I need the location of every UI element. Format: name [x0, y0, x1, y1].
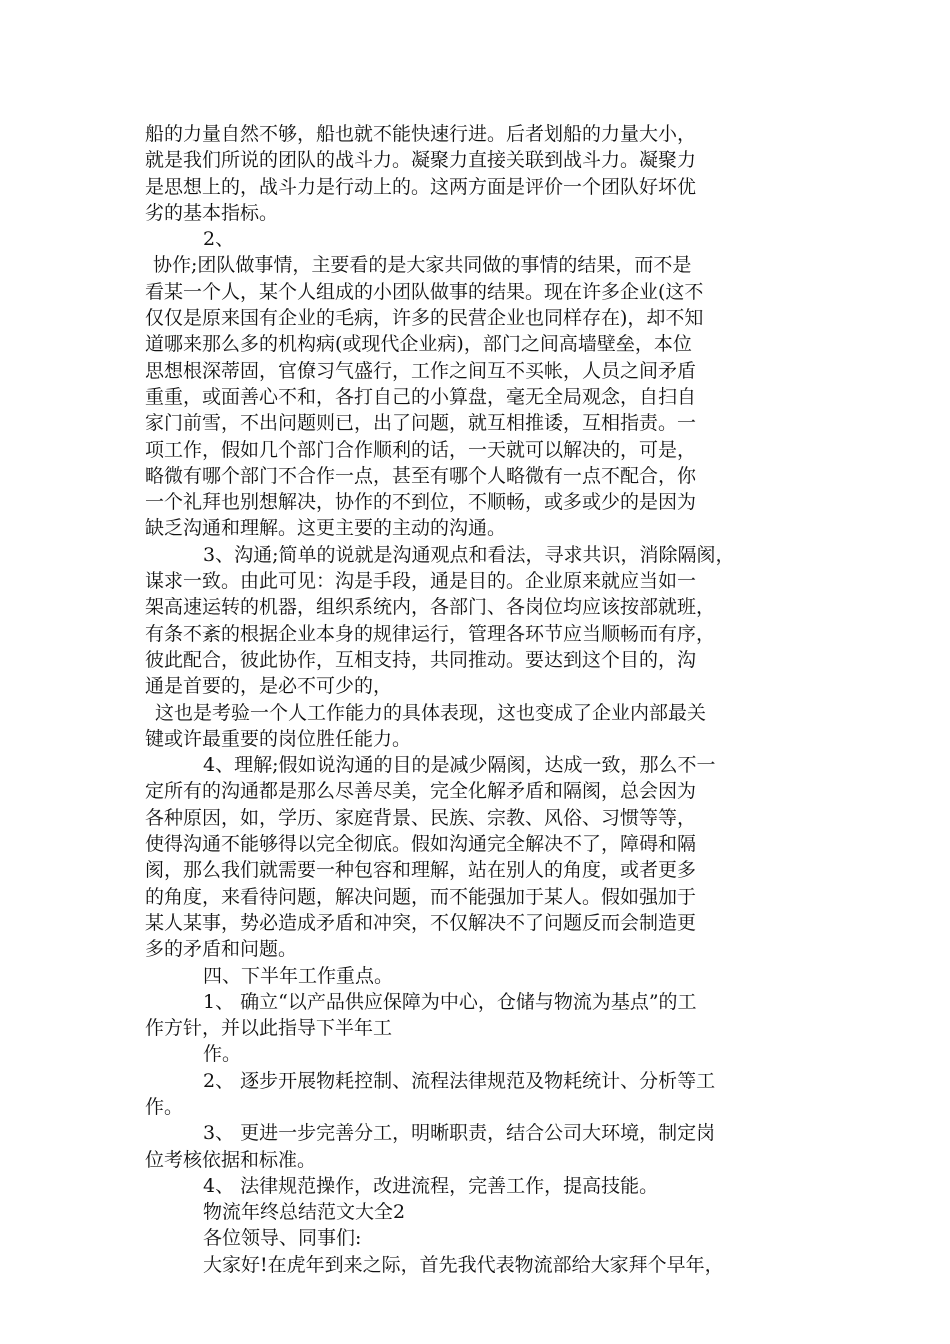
text-line: 道哪来那么多的机构病(或现代企业病)，部门之间高墙壁垒，本位 — [145, 333, 692, 356]
text-line: 的角度，来看待问题，解决问题，而不能强加于某人。假如强加于 — [145, 885, 697, 908]
text-line: 彼此配合，彼此协作，互相支持，共同推动。要达到这个目的，沟 — [145, 648, 697, 671]
text-line: 使得沟通不能够得以完全彻底。假如沟通完全解决不了，障碍和隔 — [145, 833, 697, 856]
text-line: 作。 — [145, 1095, 184, 1118]
text-line: 3、 更进一步完善分工，明晰职责，结合公司大环境，制定岗 — [203, 1122, 716, 1145]
text-line: 某人某事，势必造成矛盾和冲突，不仅解决不了问题反而会制造更 — [145, 911, 697, 934]
text-line: 1、 确立“以产品供应保障为中心，仓储与物流为基点”的工 — [203, 990, 697, 1013]
text-line: 3、沟通;简单的说就是沟通观点和看法，寻求共识，消除隔阂， — [203, 543, 735, 566]
text-line: 劣的基本指标。 — [145, 201, 279, 224]
text-line: 重重，或面善心不和，各打自己的小算盘，毫无全局观念，自扫自 — [145, 385, 697, 408]
text-line: 看某一个人，某个人组成的小团队做事的结果。现在许多企业(这不 — [145, 280, 704, 303]
text-line: 2、 — [203, 228, 235, 251]
text-line: 4、 法律规范操作，改进流程，完善工作，提高技能。 — [203, 1174, 659, 1197]
text-line: 船的力量自然不够，船也就不能快速行进。后者划船的力量大小， — [145, 123, 697, 145]
text-line: 大家好!在虎年到来之际，首先我代表物流部给大家拜个早年， — [203, 1253, 724, 1276]
text-line: 项工作，假如几个部门合作顺利的话，一天就可以解决的，可是， — [145, 438, 697, 461]
text-line: 阂，那么我们就需要一种包容和理解，站在别人的角度，或者更多 — [145, 859, 697, 882]
text-line: 这也是考验一个人工作能力的具体表现，这也变成了企业内部最关 — [155, 701, 707, 724]
text-line: 家门前雪，不出问题则已，出了问题，就互相推诿，互相指责。一 — [145, 412, 697, 435]
text-line: 架高速运转的机器，组织系统内，各部门、各岗位均应该按部就班， — [145, 596, 716, 619]
text-line: 谋求一致。由此可见：沟是手段，通是目的。企业原来就应当如一 — [145, 570, 697, 593]
text-line: 通是首要的，是必不可少的， — [145, 675, 393, 698]
text-line: 键或许最重要的岗位胜任能力。 — [145, 727, 412, 750]
text-line: 缺乏沟通和理解。这更主要的主动的沟通。 — [145, 517, 507, 540]
text-line: 2、 逐步开展物耗控制、流程法律规范及物耗统计、分析等工 — [203, 1069, 716, 1092]
text-line: 仅仅是原来国有企业的毛病，许多的民营企业也同样存在)，却不知 — [145, 307, 704, 330]
text-line: 各种原因，如，学历、家庭背景、民族、宗教、风俗、习惯等等， — [145, 806, 697, 829]
text-line: 四、下半年工作重点。 — [203, 964, 394, 987]
text-line: 作方针，并以此指导下半年工 — [145, 1017, 393, 1040]
text-line: 协作;团队做事情，主要看的是大家共同做的事情的结果，而不是 — [153, 254, 692, 277]
text-line: 定所有的沟通都是那么尽善尽美，完全化解矛盾和隔阂，总会因为 — [145, 780, 697, 803]
text-line: 是思想上的，战斗力是行动上的。这两方面是评价一个团队好坏优 — [145, 175, 697, 198]
text-line: 思想根深蒂固，官僚习气盛行，工作之间互不买帐，人员之间矛盾 — [145, 359, 697, 382]
text-line: 作。 — [203, 1043, 242, 1066]
document-body — [145, 121, 825, 1278]
text-line: 4、理解;假如说沟通的目的是减少隔阂，达成一致，那么不一 — [203, 754, 716, 777]
text-line: 有条不紊的根据企业本身的规律运行，管理各环节应当顺畅而有序， — [145, 622, 716, 645]
text-line: 一个礼拜也别想解决，协作的不到位，不顺畅，或多或少的是因为 — [145, 491, 697, 514]
text-line: 略微有哪个部门不合作一点，甚至有哪个人略微有一点不配合，你 — [145, 464, 697, 487]
text-line: 就是我们所说的团队的战斗力。凝聚力直接关联到战斗力。凝聚力 — [145, 149, 697, 172]
text-line: 各位领导、同事们: — [203, 1227, 362, 1250]
text-line: 位考核依据和标准。 — [145, 1148, 317, 1171]
text-line: 物流年终总结范文大全2 — [203, 1201, 406, 1224]
text-line: 多的矛盾和问题。 — [145, 938, 298, 961]
